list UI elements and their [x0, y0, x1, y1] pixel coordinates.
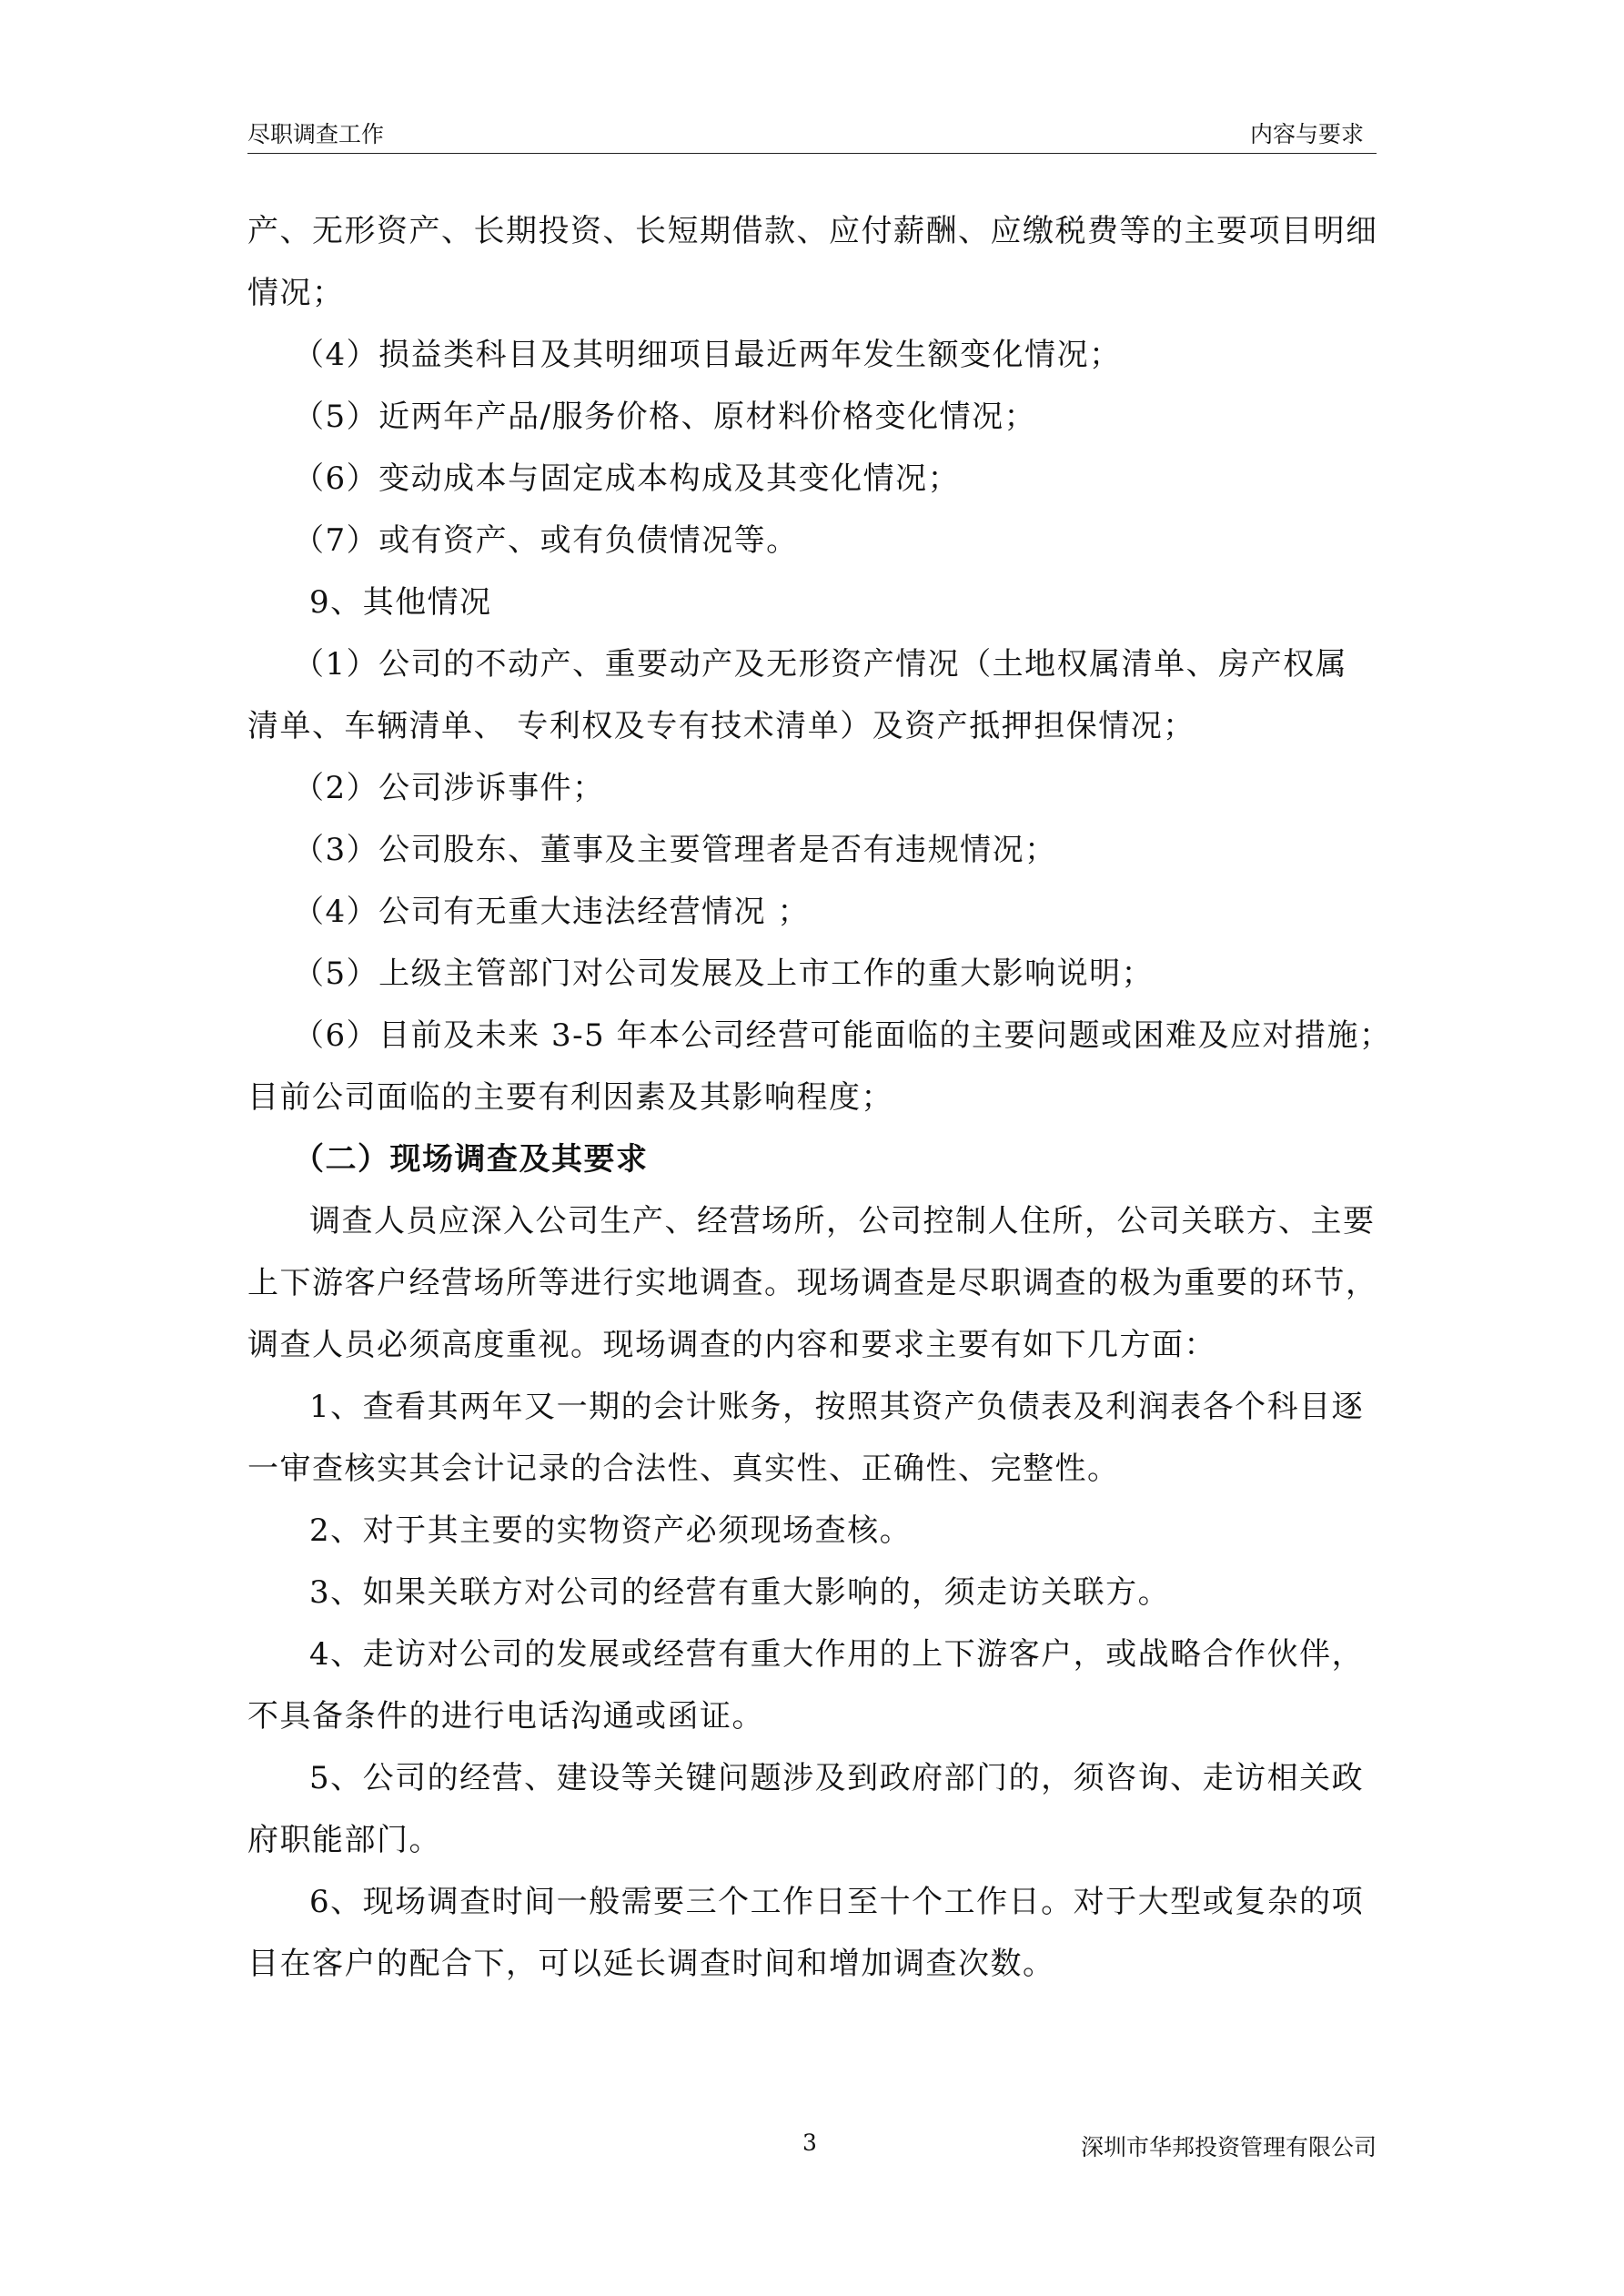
text-line: 上下游客户经营场所等进行实地调查。现场调查是尽职调查的极为重要的环节， [247, 1265, 1378, 1301]
text-line: （5）近两年产品/服务价格、原材料价格变化情况； [293, 399, 1037, 435]
text-line: （7）或有资产、或有负债情况等。 [293, 522, 799, 559]
text-line: 情况； [247, 275, 345, 311]
text-line: 3、如果关联方对公司的经营有重大影响的，须走访关联方。 [309, 1574, 1171, 1611]
text-line: 调查人员必须高度重视。现场调查的内容和要求主要有如下几方面： [247, 1327, 1216, 1363]
text-line: （6）变动成本与固定成本构成及其变化情况； [293, 460, 961, 497]
text-line: 9、其他情况 [309, 584, 492, 621]
page-footer [247, 2129, 1377, 2166]
text-line: （3）公司股东、董事及主要管理者是否有违规情况； [293, 832, 1057, 868]
text-line: 目在客户的配合下，可以延长调查时间和增加调查次数。 [247, 1946, 1055, 1982]
header-right-title: 内容与要求 [1249, 121, 1364, 147]
text-line: 产、无形资产、长期投资、长短期借款、应付薪酬、应缴税费等的主要项目明细 [247, 213, 1378, 249]
text-line: 5、公司的经营、建设等关键问题涉及到政府部门的，须咨询、走访相关政 [309, 1760, 1365, 1796]
page-number: 3 [802, 2129, 817, 2156]
header-left-title: 尽职调查工作 [247, 121, 385, 147]
text-line: 一审查核实其会计记录的合法性、真实性、正确性、完整性。 [247, 1451, 1120, 1487]
text-line: 清单、车辆清单、 专利权及专有技术清单）及资产抵押担保情况； [247, 708, 1195, 744]
section-heading: （二）现场调查及其要求 [293, 1141, 649, 1178]
text-line: 目前公司面临的主要有利因素及其影响程度； [247, 1079, 893, 1116]
text-line: 6、现场调查时间一般需要三个工作日至十个工作日。对于大型或复杂的项 [309, 1884, 1365, 1920]
text-line: 2、对于其主要的实物资产必须现场查核。 [309, 1512, 913, 1549]
text-line: 不具备条件的进行电话沟通或函证。 [247, 1698, 764, 1735]
text-line: （4）公司有无重大违法经营情况 ； [293, 894, 810, 930]
text-line: （1）公司的不动产、重要动产及无形资产情况（土地权属清单、房产权属 [293, 646, 1348, 683]
document-body [247, 200, 1392, 1995]
text-line: 府职能部门。 [247, 1822, 441, 1858]
text-line: 1、查看其两年又一期的会计账务，按照其资产负债表及利润表各个科目逐 [309, 1389, 1365, 1425]
text-line: （4）损益类科目及其明细项目最近两年发生额变化情况； [293, 337, 1122, 373]
text-line: （2）公司涉诉事件； [293, 770, 605, 806]
text-line: （6）目前及未来 3-5 年本公司经营可能面临的主要问题或困难及应对措施； [293, 1017, 1392, 1054]
text-line: 4、走访对公司的发展或经营有重大作用的上下游客户，或战略合作伙伴， [309, 1636, 1365, 1673]
text-line: （5）上级主管部门对公司发展及上市工作的重大影响说明； [293, 956, 1155, 992]
footer-company: 深圳市华邦投资管理有限公司 [1080, 2134, 1377, 2160]
page-header [247, 116, 1377, 154]
text-line: 调查人员应深入公司生产、经营场所，公司控制人住所，公司关联方、主要 [309, 1203, 1376, 1239]
